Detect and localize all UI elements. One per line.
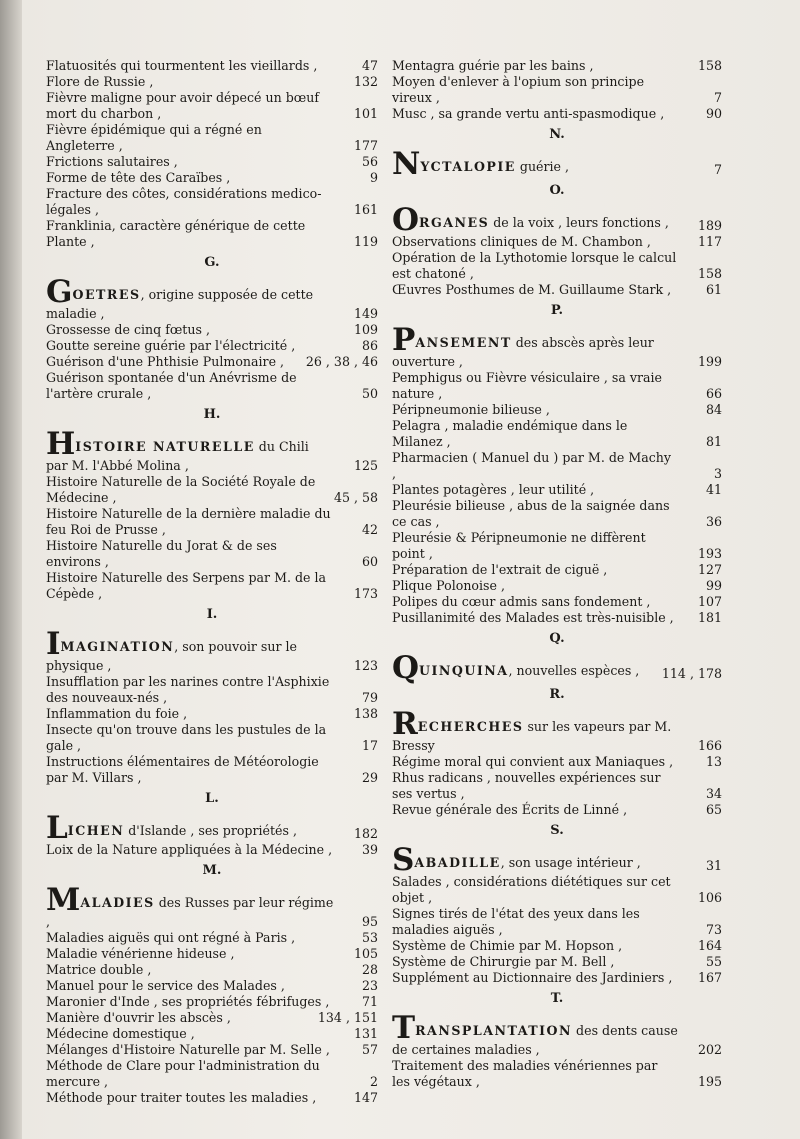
page-number: 55: [705, 954, 722, 969]
entry-text: Fièvre maligne pour avoir dépecé un bœuf mort du charbon ,: [46, 90, 320, 121]
page-number: 56: [361, 154, 378, 169]
page-number: 7: [713, 90, 722, 105]
entry-text: [46, 882, 334, 930]
entry-text: Flatuosités qui tourmentent les vieillards ,: [46, 58, 318, 73]
entry-text: Histoire Naturelle des Serpens par M. de la Cépède ,: [46, 570, 327, 601]
page-number: 53: [361, 930, 378, 945]
entry-text: [46, 810, 334, 846]
entry-text: Moyen d'enlever à l'opium son principe vireux ,: [392, 74, 645, 105]
page-number: 134 , 151: [317, 1010, 378, 1025]
drop-initial: R: [392, 706, 418, 742]
page-number: 29: [361, 770, 378, 785]
page-number: 131: [353, 1026, 378, 1041]
index-entry: [392, 802, 722, 818]
page-number: 86: [361, 338, 378, 353]
entry-text: Mélanges d'Histoire Naturelle par M. Selle ,: [46, 1042, 330, 1057]
entry-rest: du Chili par M. l'Abbé Molina ,: [46, 439, 309, 473]
index-entry: [392, 1058, 722, 1090]
index-entry: [392, 498, 722, 530]
drop-initial: H: [46, 426, 76, 462]
entry-text: Régime moral qui convient aux Maniaques ,: [392, 754, 674, 769]
page-number: 173: [353, 586, 378, 601]
entry-text: Fièvre épidémique qui a régné en Angleterre ,: [46, 122, 262, 153]
index-entry-lead: [392, 650, 722, 686]
page-number: 17: [361, 738, 378, 753]
page-number: 47: [361, 58, 378, 73]
page-number: 99: [705, 578, 722, 593]
index-entry: [392, 954, 722, 970]
entry-text: Rhus radicans , nouvelles expériences sur ses vertus ,: [392, 770, 661, 801]
index-entry: [46, 90, 378, 122]
drop-initial: Q: [392, 650, 420, 686]
index-entry: [46, 1010, 378, 1026]
page-number: 42: [361, 522, 378, 537]
index-entry: [392, 530, 722, 562]
drop-initial: T: [392, 1010, 416, 1046]
page-number: 132: [353, 74, 378, 89]
page-number: 84: [705, 402, 722, 417]
page-number: 106: [697, 890, 722, 905]
index-entry: [46, 474, 378, 506]
entry-rest: , origine supposée de cette maladie ,: [46, 287, 314, 321]
entry-text: [392, 842, 678, 878]
entry-text: [46, 426, 334, 474]
section-letter: O.: [549, 183, 565, 198]
entry-text: Préparation de l'extrait de ciguë ,: [392, 562, 608, 577]
entry-text: Mentagra guérie par les bains ,: [392, 58, 594, 73]
index-entry: [392, 770, 722, 802]
section-letter: Q.: [549, 631, 565, 646]
index-entry: [46, 754, 378, 786]
drop-initial: G: [46, 274, 73, 310]
entry-text: [392, 1010, 678, 1058]
section-letter: H.: [203, 407, 221, 422]
index-entry: [46, 946, 378, 962]
entry-rest: guérie ,: [515, 159, 570, 174]
drop-initial: S: [392, 842, 415, 878]
entry-text: Revue générale des Écrits de Linné ,: [392, 802, 628, 817]
index-entry: [392, 578, 722, 594]
entry-text: Grossesse de cinq fœtus ,: [46, 322, 210, 337]
drop-initial: P: [392, 322, 416, 358]
entry-text: Signes tirés de l'état des yeux dans les maladies aiguës ,: [392, 906, 640, 937]
entry-text: Œuvres Posthumes de M. Guillaume Stark ,: [392, 282, 672, 297]
page-number: 199: [697, 354, 722, 369]
index-entry: [46, 58, 378, 74]
page-number: 161: [353, 202, 378, 217]
page-number: 45 , 58: [333, 490, 378, 505]
entry-rest: des dents cause de certaines maladies ,: [392, 1023, 678, 1057]
index-entry: [392, 74, 722, 106]
page-number: 61: [705, 282, 722, 297]
page-number: 3: [713, 466, 722, 481]
entry-text: Supplément au Dictionnaire des Jardiniers ,: [392, 970, 673, 985]
index-entry: [46, 370, 378, 402]
page-number: 73: [705, 922, 722, 937]
page-number: 50: [361, 386, 378, 401]
entry-text: Observations cliniques de M. Chambon ,: [392, 234, 651, 249]
page-number: 177: [353, 138, 378, 153]
index-column-left: [46, 58, 378, 1106]
entry-lead-word: ECHERCHES: [417, 719, 524, 734]
drop-initial: N: [392, 146, 421, 182]
page-number: 189: [697, 218, 722, 233]
page-number: 158: [697, 266, 722, 281]
entry-lead-word: OETRES: [72, 287, 141, 302]
section-letter: N.: [549, 127, 565, 142]
entry-text: Instructions élémentaires de Météorologie par M. Villars ,: [46, 754, 319, 785]
entry-lead-word: MAGINATION: [60, 639, 175, 654]
page-number: 167: [697, 970, 722, 985]
index-entry: [46, 1090, 378, 1106]
entry-text: Péripneumonie bilieuse ,: [392, 402, 550, 417]
entry-text: Inflammation du foie ,: [46, 706, 188, 721]
entry-rest: des abscès après leur ouverture ,: [392, 335, 654, 369]
page-number: 193: [697, 546, 722, 561]
entry-text: Pemphigus ou Fièvre vésiculaire , sa vraie nature ,: [392, 370, 663, 401]
index-entry: [46, 978, 378, 994]
index-entry-lead: [392, 842, 722, 878]
index-entry: [392, 106, 722, 122]
page-number: 147: [353, 1090, 378, 1105]
entry-text: Pleurésie bilieuse , abus de la saignée dans ce cas ,: [392, 498, 670, 529]
entry-text: Fracture des côtes, considérations medico-légales ,: [46, 186, 322, 217]
index-entry: [46, 322, 378, 338]
section-letter: P.: [550, 303, 564, 318]
entry-text: Opération de la Lythotomie lorsque le calcul est chatoné ,: [392, 250, 677, 281]
drop-initial: I: [46, 626, 61, 662]
page-number: 39: [361, 842, 378, 857]
page-number: 9: [369, 170, 378, 185]
page-number: 114 , 178: [661, 666, 722, 681]
entry-text: Histoire Naturelle de la dernière maladie du feu Roi de Prusse ,: [46, 506, 331, 537]
page-number: 95: [361, 914, 378, 929]
index-entry: [392, 418, 722, 450]
entry-rest: , nouvelles espèces ,: [508, 663, 640, 678]
section-letter: G.: [204, 255, 220, 270]
page-number: 117: [697, 234, 722, 249]
index-entry: [46, 538, 378, 570]
entry-rest: , son pouvoir sur le physique ,: [46, 639, 297, 673]
entry-lead-word: YCTALOPIE: [420, 159, 516, 174]
index-entry: [392, 938, 722, 954]
page-number: 81: [705, 434, 722, 449]
index-entry: [46, 962, 378, 978]
entry-text: [392, 322, 678, 370]
entry-text: Franklinia, caractère générique de cette Plante ,: [46, 218, 306, 249]
entry-text: Salades , considérations diététiques sur cet objet ,: [392, 874, 671, 905]
drop-initial: L: [46, 810, 68, 846]
page-number: 182: [353, 826, 378, 841]
entry-text: Musc , sa grande vertu anti-spasmodique ,: [392, 106, 665, 121]
index-entry: [46, 1042, 378, 1058]
index-entry: [392, 234, 722, 250]
entry-text: Polipes du cœur admis sans fondement ,: [392, 594, 651, 609]
page-number: 105: [353, 946, 378, 961]
entry-lead-word: UINQUINA: [419, 663, 509, 678]
page-number: 34: [705, 786, 722, 801]
entry-rest: d'Islande , ses propriétés ,: [124, 823, 297, 838]
index-entry: [46, 170, 378, 186]
index-entry: [46, 930, 378, 946]
index-entry: [392, 906, 722, 938]
page-number: 195: [697, 1074, 722, 1089]
entry-text: Méthode pour traiter toutes les maladies ,: [46, 1090, 317, 1105]
entry-text: Forme de tête des Caraïbes ,: [46, 170, 231, 185]
index-entry: [46, 994, 378, 1010]
entry-text: Maladies aiguës qui ont régné à Paris ,: [46, 930, 296, 945]
index-entry-lead: [392, 322, 722, 370]
page-number: 123: [353, 658, 378, 673]
page-number: 127: [697, 562, 722, 577]
entry-text: [392, 146, 678, 182]
entry-text: Histoire Naturelle du Jorat & de ses environs ,: [46, 538, 277, 569]
index-entry-lead: [46, 626, 378, 674]
entry-text: Flore de Russie ,: [46, 74, 154, 89]
entry-text: Guérison spontanée d'un Anévrisme de l'artère crurale ,: [46, 370, 297, 401]
index-entry-lead: [392, 146, 722, 182]
entry-text: [392, 650, 678, 686]
index-entry-lead: [392, 202, 722, 238]
entry-rest: des Russes par leur régime ,: [46, 895, 334, 929]
entry-rest: de la voix , leurs fonctions ,: [489, 215, 669, 230]
entry-text: Matrice double ,: [46, 962, 152, 977]
page-number: 181: [697, 610, 722, 625]
page-number: 7: [713, 162, 722, 177]
index-entry: [392, 402, 722, 418]
index-entry: [46, 570, 378, 602]
index-entry: [46, 722, 378, 754]
page-number: 71: [361, 994, 378, 1009]
entry-text: [46, 626, 334, 674]
entry-text: Guérison d'une Phthisie Pulmonaire ,: [46, 354, 285, 369]
entry-text: Traitement des maladies vénériennes par les végétaux ,: [392, 1058, 658, 1089]
index-entry: [392, 482, 722, 498]
entry-text: Plique Polonoise ,: [392, 578, 505, 593]
page-number: 65: [705, 802, 722, 817]
drop-initial: M: [46, 882, 81, 918]
drop-initial: O: [392, 202, 420, 238]
entry-text: Système de Chirurgie par M. Bell ,: [392, 954, 615, 969]
index-entry: [392, 874, 722, 906]
entry-lead-word: ISTOIRE NATURELLE: [75, 439, 255, 454]
entry-text: Histoire Naturelle de la Société Royale de Médecine ,: [46, 474, 316, 505]
entry-text: Médecine domestique ,: [46, 1026, 195, 1041]
index-column-right: [392, 58, 722, 1090]
index-entry: [392, 594, 722, 610]
index-entry: [46, 218, 378, 250]
entry-lead-word: ICHEN: [67, 823, 125, 838]
page-number: 202: [697, 1042, 722, 1057]
index-entry: [46, 506, 378, 538]
entry-text: Loix de la Nature appliquées à la Médecine ,: [46, 842, 333, 857]
entry-rest: sur les vapeurs par M. Bressy: [392, 719, 672, 753]
entry-text: Goutte sereine guérie par l'électricité ,: [46, 338, 296, 353]
index-entry: [392, 754, 722, 770]
entry-text: Pleurésie & Péripneumonie ne diffèrent point ,: [392, 530, 646, 561]
index-entry-lead: [392, 706, 722, 754]
entry-lead-word: ALADIES: [80, 895, 155, 910]
page-fold-shadow: [0, 0, 22, 1139]
page-number: 158: [697, 58, 722, 73]
entry-text: Insufflation par les narines contre l'Asphixie des nouveaux-nés ,: [46, 674, 330, 705]
index-entry: [392, 58, 722, 74]
page-number: 149: [353, 306, 378, 321]
section-letter: I.: [206, 607, 218, 622]
entry-text: Frictions salutaires ,: [46, 154, 178, 169]
entry-lead-word: ANSEMENT: [415, 335, 512, 350]
section-letter: T.: [550, 991, 564, 1006]
index-entry-lead: [46, 810, 378, 846]
page-number: 90: [705, 106, 722, 121]
entry-text: Maladie vénérienne hideuse ,: [46, 946, 235, 961]
entry-text: [392, 202, 678, 238]
page-number: 107: [697, 594, 722, 609]
entry-text: Pusillanimité des Malades est très-nuisible ,: [392, 610, 674, 625]
section-letter: S.: [550, 823, 564, 838]
index-entry: [392, 250, 722, 282]
section-letter: R.: [549, 687, 565, 702]
entry-text: Insecte qu'on trouve dans les pustules de la gale ,: [46, 722, 327, 753]
entry-text: Plantes potagères , leur utilité ,: [392, 482, 595, 497]
page-number: 164: [697, 938, 722, 953]
index-entry: [46, 74, 378, 90]
entry-text: Manière d'ouvrir les abscès ,: [46, 1010, 231, 1025]
page-number: 31: [705, 858, 722, 873]
section-letter: L.: [205, 791, 219, 806]
index-entry: [46, 186, 378, 218]
index-entry: [392, 610, 722, 626]
page-number: 166: [697, 738, 722, 753]
page-number: 41: [705, 482, 722, 497]
page-number: 28: [361, 962, 378, 977]
index-entry: [46, 674, 378, 706]
page-number: 36: [705, 514, 722, 529]
page-number: 13: [705, 754, 722, 769]
entry-text: Pharmacien ( Manuel du ) par M. de Machy ,: [392, 450, 672, 481]
index-entry: [46, 706, 378, 722]
index-entry: [392, 450, 722, 482]
index-entry: [46, 122, 378, 154]
page-number: 138: [353, 706, 378, 721]
index-entry: [392, 370, 722, 402]
index-entry: [46, 842, 378, 858]
page-number: 79: [361, 690, 378, 705]
page-number: 23: [361, 978, 378, 993]
page-number: 125: [353, 458, 378, 473]
index-entry: [46, 154, 378, 170]
entry-text: Pelagra , maladie endémique dans le Milanez ,: [392, 418, 628, 449]
index-entry: [46, 1026, 378, 1042]
page-number: 109: [353, 322, 378, 337]
index-entry: [392, 282, 722, 298]
entry-rest: , son usage intérieur ,: [500, 855, 641, 870]
index-entry-lead: [46, 274, 378, 322]
entry-text: Manuel pour le service des Malades ,: [46, 978, 285, 993]
entry-lead-word: RANSPLANTATION: [415, 1023, 573, 1038]
entry-lead-word: ABADILLE: [414, 855, 501, 870]
index-entry: [46, 354, 378, 370]
index-entry-lead: [46, 882, 378, 930]
index-entry: [392, 970, 722, 986]
page-number: 119: [353, 234, 378, 249]
entry-text: Système de Chimie par M. Hopson ,: [392, 938, 623, 953]
entry-text: Méthode de Clare pour l'administration du mercure ,: [46, 1058, 320, 1089]
page-number: 66: [705, 386, 722, 401]
index-entry-lead: [46, 426, 378, 474]
entry-lead-word: RGANES: [419, 215, 490, 230]
page-number: 26 , 38 , 46: [305, 354, 378, 369]
index-entry: [46, 338, 378, 354]
index-entry-lead: [392, 1010, 722, 1058]
entry-text: [46, 274, 334, 322]
index-entry: [392, 562, 722, 578]
page-number: 101: [353, 106, 378, 121]
page-number: 2: [369, 1074, 378, 1089]
section-letter: M.: [202, 863, 222, 878]
index-entry: [46, 1058, 378, 1090]
page-number: 60: [361, 554, 378, 569]
page-number: 57: [361, 1042, 378, 1057]
entry-text: Maronier d'Inde , ses propriétés fébrifuges ,: [46, 994, 330, 1009]
entry-text: [392, 706, 678, 754]
